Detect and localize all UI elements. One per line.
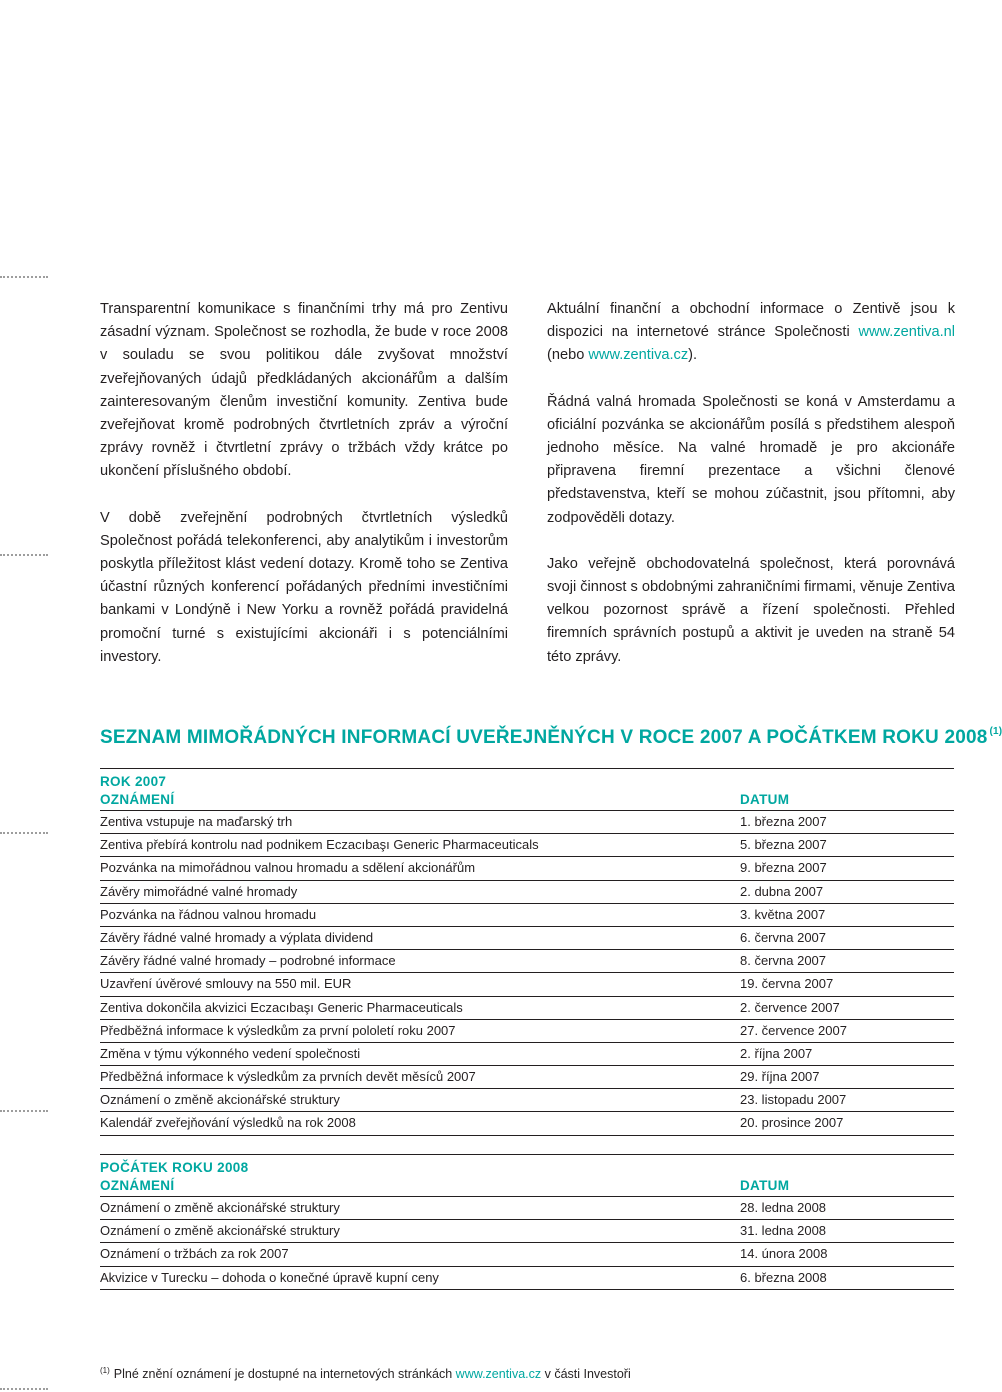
announcement-cell: Pozvánka na mimořádnou valnou hromadu a sdělení akcionářům bbox=[100, 860, 476, 876]
paragraph: V době zveřejnění podrobných čtvrtletních výsledků Společnost pořádá telekonferenci, aby analytikům i investorům poskytla příležitost klást vedení dotazy. Kromě toho se Zentiva účastní různých konferencí pořádaných předními investičními bankami v Londýně i New Yorku a rovněž pořádá pravidelná promoční turné s existujícími akcionáři i s potenciálními investory. bbox=[100, 509, 508, 665]
table-title: ROK 2007 bbox=[100, 774, 167, 789]
table-row bbox=[100, 950, 954, 973]
date-cell: 14. února 2008 bbox=[740, 1246, 828, 1262]
table-row bbox=[100, 1089, 954, 1112]
table-row bbox=[100, 997, 954, 1020]
announcement-cell: Akvizice v Turecku – dohoda o konečné úpravě kupní ceny bbox=[100, 1269, 439, 1285]
date-cell: 6. března 2008 bbox=[740, 1269, 827, 1285]
date-cell: 5. března 2007 bbox=[740, 837, 827, 853]
announcement-cell: Předběžná informace k výsledkům za první pololetí roku 2007 bbox=[100, 1022, 456, 1038]
date-cell: 27. července 2007 bbox=[740, 1022, 847, 1038]
table-row bbox=[100, 1043, 954, 1066]
date-cell: 23. listopadu 2007 bbox=[740, 1092, 847, 1108]
announcement-cell: Předběžná informace k výsledkům za prvních devět měsíců 2007 bbox=[100, 1069, 476, 1085]
date-cell: 20. prosince 2007 bbox=[740, 1115, 844, 1131]
website-link[interactable]: www.zentiva.cz bbox=[455, 1367, 542, 1381]
table-row bbox=[100, 881, 954, 904]
date-cell: 1. března 2007 bbox=[740, 814, 827, 829]
announcement-cell: Zentiva vstupuje na maďarský trh bbox=[100, 814, 293, 829]
date-cell: 28. ledna 2008 bbox=[740, 1200, 827, 1215]
table-2008 bbox=[100, 1159, 954, 1290]
column-header-announcement: OZNÁMENÍ bbox=[100, 792, 175, 807]
announcement-cell: Kalendář zveřejňování výsledků na rok 2008 bbox=[100, 1115, 356, 1131]
table-row bbox=[100, 904, 954, 927]
announcement-cell: Závěry řádné valné hromady – podrobné informace bbox=[100, 953, 396, 969]
table-row bbox=[100, 1243, 954, 1266]
margin-dots bbox=[0, 1110, 48, 1112]
date-cell: 9. března 2007 bbox=[740, 860, 827, 876]
announcement-cell: Pozvánka na řádnou valnou hromadu bbox=[100, 906, 317, 922]
paragraph: Řádná valná hromada Společnosti se koná v Amsterdamu a oficiální pozvánka se akcionářům posílá s předstihem alespoň jednoho měsíce. Na valné hromadě je pro akcionáře připravena firemní prezentace a všichni členové představenstva, kteří se mohou zúčastnit, jsou přítomni, aby zodpověděli dotazy. bbox=[547, 393, 955, 526]
date-cell: 2. dubna 2007 bbox=[740, 883, 824, 899]
table-row bbox=[100, 811, 954, 834]
date-cell: 2. října 2007 bbox=[740, 1045, 813, 1061]
announcement-cell: Změna v týmu výkonného vedení společnosti bbox=[100, 1045, 361, 1061]
date-cell: 31. ledna 2008 bbox=[740, 1223, 827, 1239]
website-link[interactable]: www.zentiva.cz bbox=[588, 347, 689, 364]
table-row bbox=[100, 1197, 954, 1220]
date-cell: 29. října 2007 bbox=[740, 1069, 820, 1085]
table-title: POČÁTEK ROKU 2008 bbox=[100, 1160, 249, 1175]
paragraph: Transparentní komunikace s finančními trhy má pro Zentivu zásadní význam. Společnost se rozhodla, že bude v roce 2008 v souladu se svou politikou dále zvyšovat množství zveřejňovaných údajů předkládaných akcionářům a dalším zainteresovaným členům investiční komunity. Zentiva bude zveřejňovat kromě podrobných čtvrtletních zpráv a výroční zprávy rovněž i čtvrtletní zprávy o tržbách vždy krátce po ukončení příslušného období. bbox=[100, 301, 508, 480]
margin-dots bbox=[0, 1388, 48, 1390]
date-cell: 6. června 2007 bbox=[740, 929, 827, 945]
table-header bbox=[100, 791, 954, 811]
column-header-announcement: OZNÁMENÍ bbox=[100, 1178, 175, 1193]
announcement-cell: Závěry řádné valné hromady a výplata dividend bbox=[100, 929, 374, 945]
announcement-cell: Zentiva dokončila akvizici Eczacıbaşı Generic Pharmaceuticals bbox=[100, 999, 463, 1015]
table-row bbox=[100, 973, 954, 996]
announcement-cell: Oznámení o tržbách za rok 2007 bbox=[100, 1246, 289, 1262]
table-2007 bbox=[100, 773, 954, 1136]
footnote: $^{(1)}$ Plné znění oznámení je dostupné na internetových stránkách www.zentiva.cz v části Investoři bbox=[100, 1366, 631, 1381]
section-rule bbox=[100, 1154, 954, 1155]
right-text-column bbox=[547, 298, 955, 692]
table-row bbox=[100, 1112, 954, 1135]
section-rule bbox=[100, 768, 954, 769]
margin-dots bbox=[0, 832, 48, 834]
section-heading: SEZNAM MIMOŘÁDNÝCH INFORMACÍ UVEŘEJNĚNÝCH V ROCE 2007 A POČÁTKEM ROKU 2008 $^{(1)}$ bbox=[100, 726, 1002, 748]
date-cell: 2. července 2007 bbox=[740, 999, 840, 1015]
margin-dots bbox=[0, 276, 48, 278]
table-row bbox=[100, 1267, 954, 1290]
announcement-cell: Závěry mimořádné valné hromady bbox=[100, 883, 298, 899]
announcement-cell: Oznámení o změně akcionářské struktury bbox=[100, 1092, 340, 1108]
table-row bbox=[100, 1220, 954, 1243]
announcement-cell: Zentiva přebírá kontrolu nad podnikem Eczacıbaşı Generic Pharmaceuticals bbox=[100, 837, 539, 853]
table-row bbox=[100, 834, 954, 857]
table-row bbox=[100, 857, 954, 880]
table-row bbox=[100, 1066, 954, 1089]
announcement-cell: Oznámení o změně akcionářské struktury bbox=[100, 1223, 340, 1239]
paragraph: Jako veřejně obchodovatelná společnost, která porovnává svoji činnost s obdobnými zahraničními firmami, věnuje Zentiva velkou pozornost správě a řízení společnosti. Přehled firemních správních postupů a aktivit je uveden na straně 54 této zprávy. bbox=[547, 555, 955, 665]
date-cell: 3. května 2007 bbox=[740, 906, 826, 922]
date-cell: 8. června 2007 bbox=[740, 953, 827, 969]
table-header bbox=[100, 1177, 954, 1197]
website-link[interactable]: www.zentiva.nl bbox=[858, 324, 955, 341]
table-row bbox=[100, 927, 954, 950]
announcement-cell: Oznámení o změně akcionářské struktury bbox=[100, 1200, 340, 1215]
column-header-date: DATUM bbox=[740, 1178, 790, 1193]
announcement-cell: Uzavření úvěrové smlouvy na 550 mil. EUR bbox=[100, 976, 352, 992]
column-header-date: DATUM bbox=[740, 792, 790, 807]
table-body bbox=[100, 811, 954, 1136]
table-body bbox=[100, 1197, 954, 1290]
margin-dots bbox=[0, 554, 48, 556]
date-cell: 19. června 2007 bbox=[740, 976, 834, 992]
table-row bbox=[100, 1020, 954, 1043]
left-text-column bbox=[100, 298, 508, 692]
paragraph: Aktuální finanční a obchodní informace o Zentivě jsou k dispozici na internetové stránce Společnosti www.zentiva.nl (nebo www.zentiva.cz). bbox=[547, 301, 955, 364]
